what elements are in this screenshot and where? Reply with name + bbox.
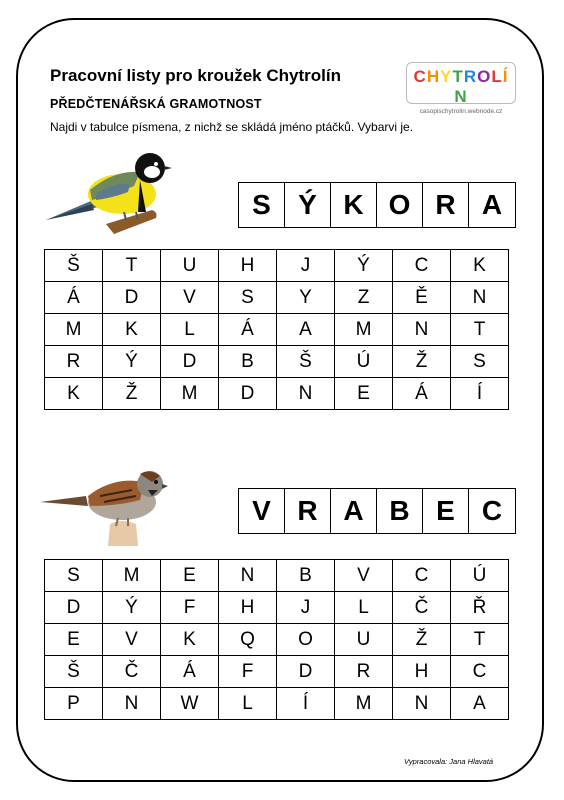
grid-letter-cell[interactable]: Ý	[335, 250, 393, 282]
grid-letter-cell[interactable]: J	[277, 250, 335, 282]
grid-letter-cell[interactable]: H	[219, 250, 277, 282]
grid-letter-cell[interactable]: N	[451, 282, 509, 314]
grid-letter-cell[interactable]: Ž	[393, 624, 451, 656]
logo-letter: T	[452, 67, 464, 86]
grid-letter-cell[interactable]: U	[161, 250, 219, 282]
grid-letter-cell[interactable]: L	[161, 314, 219, 346]
grid-letter-cell[interactable]: E	[45, 624, 103, 656]
logo-url: casopischytrolin.webnode.cz	[419, 108, 503, 115]
grid-letter-cell[interactable]: K	[103, 314, 161, 346]
logo-letter: C	[413, 67, 427, 86]
target-letter-box: E	[423, 489, 469, 533]
target-letter-box: V	[239, 489, 285, 533]
grid-letter-cell[interactable]: Z	[335, 282, 393, 314]
grid-letter-cell[interactable]: Á	[45, 282, 103, 314]
grid-letter-cell[interactable]: S	[451, 346, 509, 378]
grid-letter-cell[interactable]: U	[335, 624, 393, 656]
grid-letter-cell[interactable]: T	[451, 314, 509, 346]
target-word-vrabec	[238, 488, 516, 534]
grid-letter-cell[interactable]: D	[219, 378, 277, 410]
grid-letter-cell[interactable]: D	[103, 282, 161, 314]
grid-letter-cell[interactable]: Č	[393, 592, 451, 624]
grid-letter-cell[interactable]: R	[335, 656, 393, 688]
target-letter-box: R	[423, 183, 469, 227]
grid-letter-cell[interactable]: S	[219, 282, 277, 314]
grid-letter-cell[interactable]: E	[335, 378, 393, 410]
grid-letter-cell[interactable]: S	[45, 560, 103, 592]
grid-letter-cell[interactable]: N	[103, 688, 161, 720]
grid-letter-cell[interactable]: C	[393, 250, 451, 282]
grid-letter-cell[interactable]: D	[277, 656, 335, 688]
grid-letter-cell[interactable]: N	[277, 378, 335, 410]
grid-row	[45, 282, 509, 314]
logo-letter: L	[491, 67, 503, 86]
grid-letter-cell[interactable]: Š	[45, 250, 103, 282]
grid-letter-cell[interactable]: B	[219, 346, 277, 378]
page-subtitle: PŘEDČTENÁŘSKÁ GRAMOTNOST	[50, 97, 262, 111]
grid-letter-cell[interactable]: D	[45, 592, 103, 624]
target-letter-box: A	[331, 489, 377, 533]
grid-letter-cell[interactable]: Q	[219, 624, 277, 656]
target-word-sykora	[238, 182, 516, 228]
grid-letter-cell[interactable]: W	[161, 688, 219, 720]
grid-letter-cell[interactable]: V	[103, 624, 161, 656]
grid-letter-cell[interactable]: M	[45, 314, 103, 346]
great-tit-illustration	[44, 146, 174, 238]
grid-row	[45, 592, 509, 624]
grid-letter-cell[interactable]: Ú	[335, 346, 393, 378]
grid-letter-cell[interactable]: M	[335, 688, 393, 720]
grid-letter-cell[interactable]: N	[393, 688, 451, 720]
grid-row	[45, 314, 509, 346]
instruction-text: Najdi v tabulce písmena, z nichž se skládá jméno ptáčků. Vybarvi je.	[50, 120, 414, 134]
grid-letter-cell[interactable]: H	[393, 656, 451, 688]
grid-row	[45, 250, 509, 282]
grid-letter-cell[interactable]: Ú	[451, 560, 509, 592]
grid-letter-cell[interactable]: V	[335, 560, 393, 592]
grid-letter-cell[interactable]: M	[103, 560, 161, 592]
grid-row	[45, 624, 509, 656]
target-letter-box: B	[377, 489, 423, 533]
grid-letter-cell[interactable]: C	[451, 656, 509, 688]
grid-letter-cell[interactable]: N	[219, 560, 277, 592]
grid-letter-cell[interactable]: Ž	[103, 378, 161, 410]
grid-letter-cell[interactable]: M	[335, 314, 393, 346]
grid-letter-cell[interactable]: N	[393, 314, 451, 346]
target-letter-box: R	[285, 489, 331, 533]
logo-letter: Í	[502, 67, 509, 86]
author-credit: Vypracovala: Jana Hlavatá	[404, 757, 494, 766]
grid-letter-cell[interactable]: E	[161, 560, 219, 592]
target-letter-box: O	[377, 183, 423, 227]
grid-letter-cell[interactable]: H	[219, 592, 277, 624]
logo-letter: N	[454, 87, 468, 106]
grid-letter-cell[interactable]: L	[335, 592, 393, 624]
grid-letter-cell[interactable]: Š	[45, 656, 103, 688]
grid-row	[45, 378, 509, 410]
grid-letter-cell[interactable]: C	[393, 560, 451, 592]
grid-letter-cell[interactable]: K	[45, 378, 103, 410]
grid-letter-cell[interactable]: K	[451, 250, 509, 282]
grid-letter-cell[interactable]: Á	[393, 378, 451, 410]
grid-letter-cell[interactable]: Á	[161, 656, 219, 688]
target-letter-box: S	[239, 183, 285, 227]
grid-letter-cell[interactable]: A	[451, 688, 509, 720]
letter-grid-1	[44, 249, 509, 410]
grid-letter-cell[interactable]: Y	[277, 282, 335, 314]
target-letter-box: A	[481, 189, 503, 220]
page-title: Pracovní listy pro kroužek Chytrolín	[50, 66, 341, 85]
logo-letter: R	[463, 67, 478, 86]
grid-letter-cell[interactable]: Ž	[393, 346, 451, 378]
grid-row	[45, 656, 509, 688]
grid-row	[45, 346, 509, 378]
grid-letter-cell[interactable]: Ě	[393, 282, 451, 314]
grid-letter-cell[interactable]: F	[161, 592, 219, 624]
grid-letter-cell[interactable]: P	[45, 688, 103, 720]
grid-letter-cell[interactable]: A	[277, 314, 335, 346]
grid-letter-cell[interactable]: Š	[277, 346, 335, 378]
letter-grid-2	[44, 559, 509, 720]
grid-letter-cell[interactable]: T	[103, 250, 161, 282]
target-letter-box: C	[481, 495, 503, 526]
grid-letter-cell[interactable]: Ř	[451, 592, 509, 624]
grid-letter-cell[interactable]: V	[161, 282, 219, 314]
grid-letter-cell[interactable]: Í	[277, 688, 335, 720]
grid-letter-cell[interactable]: Í	[451, 378, 509, 410]
grid-letter-cell[interactable]: Á	[219, 314, 277, 346]
logo-letter: O	[477, 67, 492, 86]
logo-letter: H	[426, 67, 441, 86]
grid-letter-cell[interactable]: R	[45, 346, 103, 378]
grid-letter-cell[interactable]: Ý	[103, 346, 161, 378]
grid-letter-cell[interactable]: Č	[103, 656, 161, 688]
target-letter-box: K	[331, 183, 377, 227]
sparrow-illustration	[40, 462, 168, 546]
logo-wordmark	[407, 67, 515, 107]
grid-letter-cell[interactable]: K	[161, 624, 219, 656]
grid-letter-cell[interactable]: L	[219, 688, 277, 720]
grid-letter-cell[interactable]: Ý	[103, 592, 161, 624]
grid-letter-cell[interactable]: D	[161, 346, 219, 378]
logo-letter: Y	[440, 67, 453, 86]
grid-letter-cell[interactable]: B	[277, 560, 335, 592]
chytrolin-logo	[406, 62, 516, 115]
grid-row	[45, 688, 509, 720]
grid-letter-cell[interactable]: F	[219, 656, 277, 688]
grid-letter-cell[interactable]: J	[277, 592, 335, 624]
target-letter-box: Ý	[285, 183, 331, 227]
grid-letter-cell[interactable]: T	[451, 624, 509, 656]
grid-letter-cell[interactable]: O	[277, 624, 335, 656]
grid-row	[45, 560, 509, 592]
grid-letter-cell[interactable]: M	[161, 378, 219, 410]
